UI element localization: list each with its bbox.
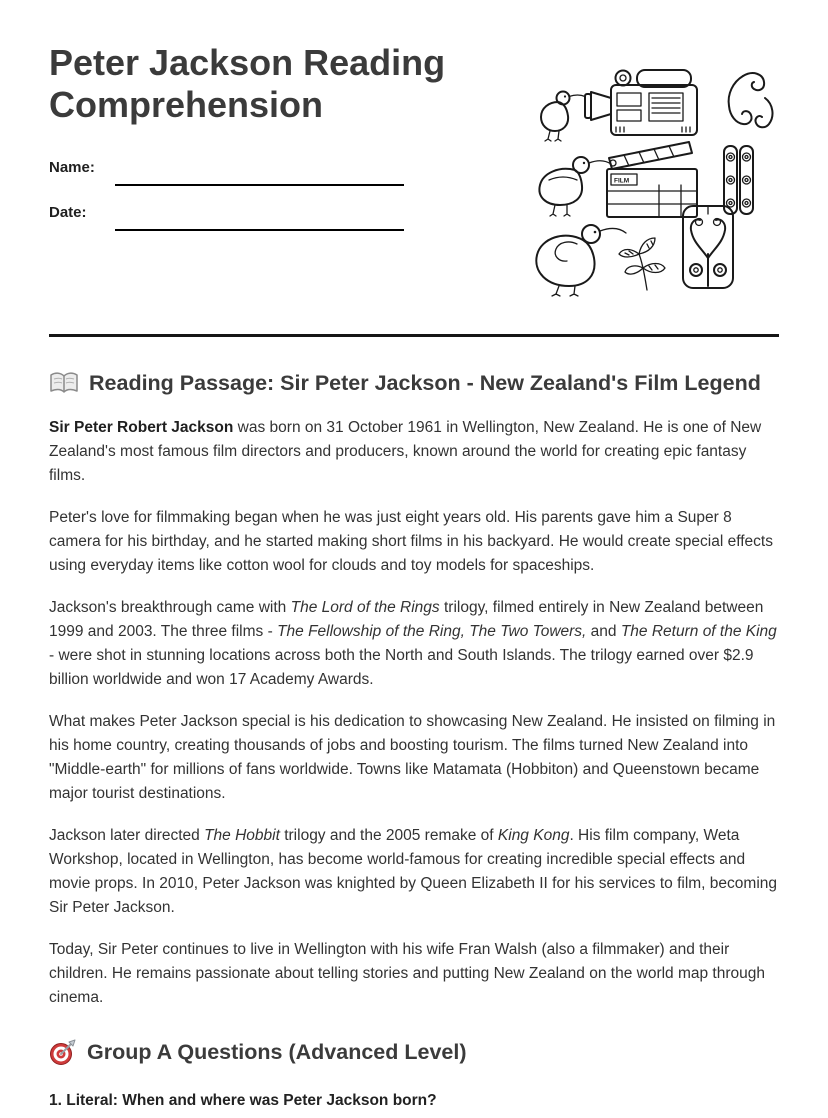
maori-carving-panel-icon [683,206,733,288]
film-camera-icon [585,70,697,135]
main-content [49,336,779,1112]
kiwi-bird-small-icon [541,92,585,142]
open-book-icon [49,370,79,396]
passage-heading-text: Reading Passage: Sir Peter Jackson - New Zealand's Film Legend [89,370,761,395]
date-input[interactable] [115,211,404,231]
questions-heading-text: Group A Questions (Advanced Level) [87,1039,467,1064]
maori-carving-scroll-icon [724,146,753,214]
clapperboard-icon [607,142,697,217]
nz-film-illustration [519,58,779,298]
name-input[interactable] [115,166,404,186]
passage-paragraph: Jackson's breakthrough came with The Lord of the Rings trilogy, filmed entirely in New Zealand between 1999 and 2003. The three films - The Fellowship of the Ring, The Two Towers, and The Return of the King - were shot in stunning locations across both the North and South Islands. The trilogy earned over $2.9 billion worldwide and won 17 Academy Awards. [49,599,777,688]
date-label: Date: [49,204,87,221]
passage-paragraph: Jackson later directed The Hobbit trilogy and the 2005 remake of King Kong. His film company, Weta Workshop, located in Wellington, has become world-famous for creating incredible special effects and movie props. In 2010, Peter Jackson was knighted by Queen Elizabeth II for his services to film, becoming Sir Peter Jackson. [49,827,778,916]
fern-leaf-icon [619,238,665,290]
passage-paragraph: Peter's love for filmmaking began when he was just eight years old. His parents gave him a Super 8 camera for his birthday, and he started making short films in his backyard. He would create special effects using everyday items like cotton wool for clouds and toy models for spaceships. [49,509,773,574]
question-item: 1. Literal: When and where was Peter Jackson born? [49,1092,437,1109]
questions-heading [49,1038,779,1066]
passage-paragraph: What makes Peter Jackson special is his dedication to showcasing New Zealand. He insisted on filming in his home country, creating thousands of jobs and boosting tourism. The films turned New Zealand into "Middle-earth" for millions of fans worldwide. Towns like Matamata (Hobbiton) and Queenstown became major tourist destinations. [49,713,776,802]
maori-carving-hook-icon [729,73,773,127]
passage-body [49,416,779,1010]
dart-target-icon [49,1038,77,1066]
passage-heading [49,370,779,396]
kiwi-bird-medium-icon [539,157,611,216]
passage-paragraph: Sir Peter Robert Jackson was born on 31 October 1961 in Wellington, New Zealand. He is one of New Zealand's most famous film directors and producers, known around the world for creating epic fantasy films. [49,419,762,484]
questions-list [49,1090,779,1112]
page-title: Peter Jackson Reading Comprehension [49,42,446,126]
passage-paragraph: Today, Sir Peter continues to live in Wellington with his wife Fran Walsh (also a filmmaker) and their children. He remains passionate about telling stories and putting New Zealand on the world map through cinema. [49,941,766,1006]
kiwi-bird-large-icon [536,225,626,296]
clapperboard-label: FILM [614,177,630,185]
name-label: Name: [49,159,95,176]
